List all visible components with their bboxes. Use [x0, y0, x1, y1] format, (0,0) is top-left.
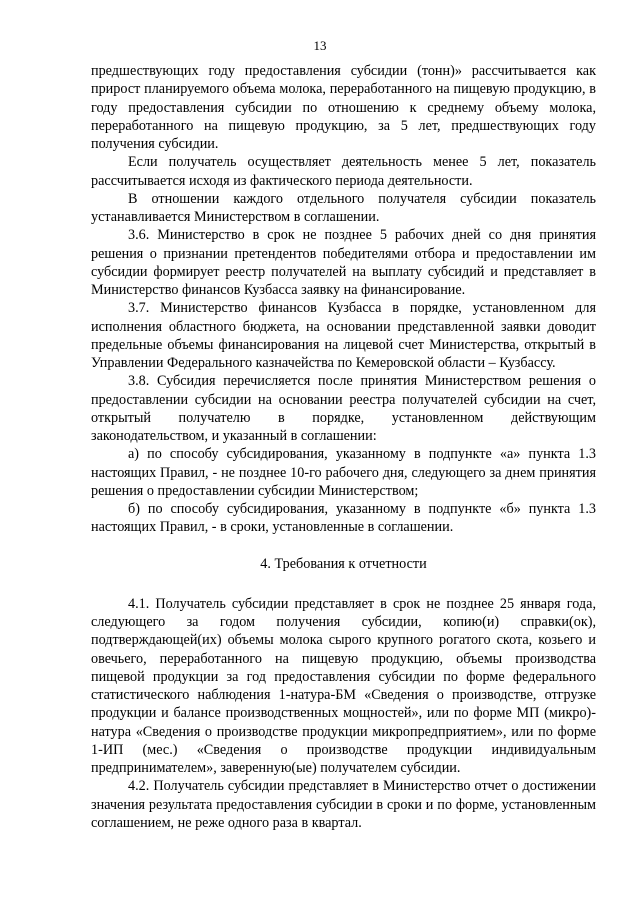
paragraph-4-1: 4.1. Получатель субсидии представляет в срок не позднее 25 января года, следующего за годом получения субсидии, копию(и) справки(ок), подтверждающей(их) объемы молока сырого крупного рогатого скота, козьего и овечьего, переработанного на пищевую продукцию, объемы производства пищевой продукции за год предоставления субсидии по форме федерального статистического наблюдения 1-натура-БМ «Сведения о производстве, отгрузке продукции и балансе производственных мощностей», или по форме МП (микро)-натура «Сведения о производстве продукции микропредприятием», или по форме 1-ИП (мес.) «Сведения о производстве продукции индивидуальным предпринимателем», заверенную(ые) получателем субсидии.	[91, 595, 596, 776]
paragraph-3-8-b: б) по способу субсидирования, указанному в подпункте «б» пункта 1.3 настоящих Правил, - в сроки, установленные в соглашении.	[91, 501, 596, 536]
paragraph: Если получатель осуществляет деятельность менее 5 лет, показатель рассчитывается исходя из фактического периода деятельности.	[91, 154, 596, 189]
paragraph-3-7: 3.7. Министерство финансов Кузбасса в порядке, установленном для исполнения областного бюджета, на основании представленной заявки доводит предельные объемы финансирования на лицевой счет Министерства, открытый в Управлении Федерального казначейства по Кемеровской области – Кузбассу.	[91, 300, 596, 371]
section-heading: 4. Требования к отчетности	[260, 555, 427, 572]
paragraph-3-8-a: а) по способу субсидирования, указанному в подпункте «а» пункта 1.3 настоящих Правил, - не позднее 10-го рабочего дня, следующего за днем принятия решения о предоставлении субсидии Министерством;	[91, 446, 596, 499]
document-body	[91, 62, 596, 832]
paragraph-continuation: предшествующих году предоставления субсидии (тонн)» рассчитывается как прирост планируемого объема молока, переработанного на пищевую продукцию, в году предоставления субсидии по отношению к среднему объему молока, переработанного на пищевую продукцию, за 5 лет, предшествующих году получения субсидии.	[91, 63, 596, 152]
paragraph-3-6: 3.6. Министерство в срок не позднее 5 рабочих дней со дня принятия решения о признании претендентов победителями отбора и предоставлении им субсидии формирует реестр получателей на выплату субсидий и представляет в Министерство финансов Кузбасса заявку на финансирование.	[91, 227, 596, 298]
paragraph-3-8: 3.8. Субсидия перечисляется после принятия Министерством решения о предоставлении субсидии на основании реестра получателей субсидии на счет, открытый получателю в порядке, установленном действующим законодательством, и указанный в соглашении:	[91, 373, 596, 444]
paragraph: В отношении каждого отдельного получателя субсидии показатель устанавливается Министерством в соглашении.	[91, 190, 596, 225]
page-number: 13	[313, 38, 327, 53]
paragraph-4-2: 4.2. Получатель субсидии представляет в Министерство отчет о достижении значения результата предоставления субсидии в сроки и по форме, установленным соглашением, не реже одного раза в квартал.	[91, 778, 596, 831]
